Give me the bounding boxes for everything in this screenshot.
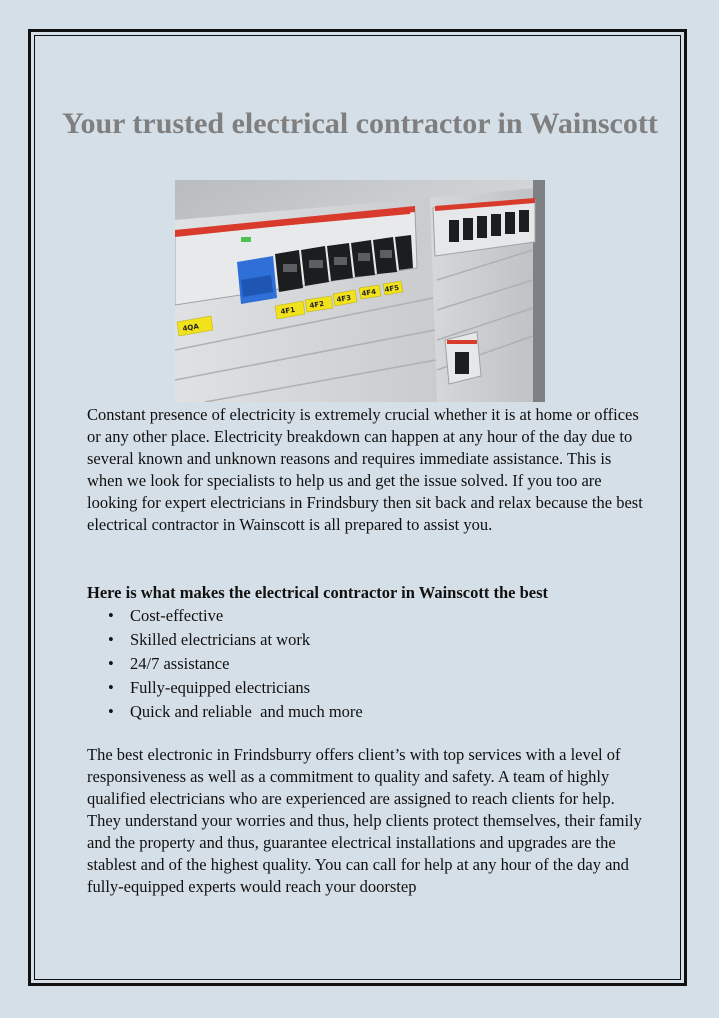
features-heading: Here is what makes the electrical contractor in Wainscott the best [87, 583, 548, 602]
circuit-breaker-photo [175, 180, 545, 402]
breaker-label: 4F2 [309, 299, 325, 310]
closing-paragraph: The best electronic in Frindsburry offers client’s with top services with a level of responsiveness as well as a commitment to quality and safety. A team of highly qualified electricians who are experienced are assigned to reach clients for help. They understand your worries and thus, help clients protect themselves, their family and the property and thus, guarantee electrical installations and upgrades are the stablest and of the highest quality. You can call for help at any hour of the day and fully-equipped experts would reach your doorstep [87, 745, 642, 896]
breaker-label: 4F4 [361, 287, 377, 298]
list-item: • Quick and reliable and much more [87, 700, 363, 724]
bullet-icon: • [108, 678, 114, 697]
list-item: • 24/7 assistance [87, 652, 363, 676]
page-title: Your trusted electrical contractor in Wainscott [62, 107, 658, 140]
breaker-label: 4F1 [280, 305, 296, 316]
intro-paragraph: Constant presence of electricity is extremely crucial whether it is at home or offices or any other place. Electricity breakdown can happen at any hour of the day due to several known and unknown reasons and requires immediate assistance. This is when we look for specialists to help us and get the issue solved. If you too are looking for expert electricians in Frindsbury then sit back and relax because the best electrical contractor in Wainscott is all prepared to assist you. [87, 405, 643, 534]
breaker-label: 4F5 [384, 283, 400, 294]
features-list [87, 604, 363, 724]
list-item: • Skilled electricians at work [87, 628, 363, 652]
bullet-icon: • [108, 630, 114, 649]
breaker-label: 4F3 [336, 293, 352, 304]
bullet-icon: • [108, 654, 114, 673]
breaker-label: 4QA [182, 322, 200, 333]
bullet-icon: • [108, 606, 114, 625]
list-item: • Cost-effective [87, 604, 363, 628]
bullet-icon: • [108, 702, 114, 721]
list-item: • Fully-equipped electricians [87, 676, 363, 700]
